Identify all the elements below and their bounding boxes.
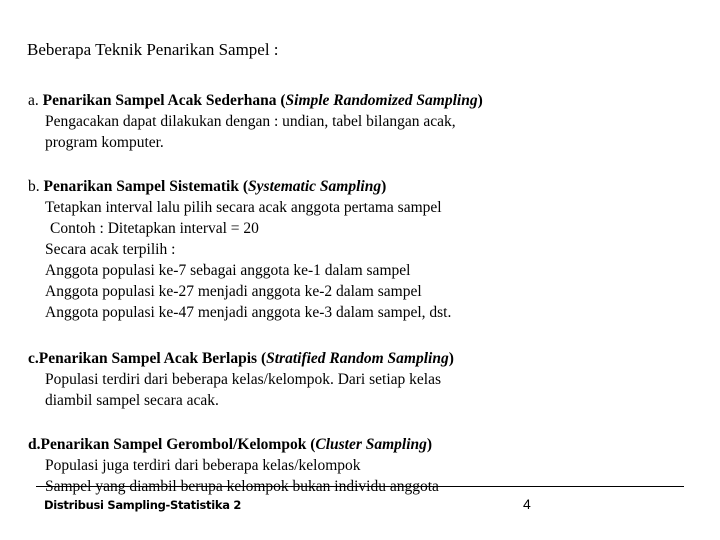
section-a-term: Simple Randomized Sampling: [285, 92, 478, 109]
section-c-line: Populasi terdiri dari beberapa kelas/kelompok. Dari setiap kelas: [45, 371, 441, 388]
section-c-prefix: c.: [28, 350, 39, 367]
section-b-paren-close: ): [381, 178, 387, 195]
section-c-heading: [28, 348, 698, 369]
section-a-line: program komputer.: [45, 134, 164, 151]
section-d: [28, 434, 698, 497]
section-b: [28, 176, 698, 323]
footer-divider: [36, 486, 684, 487]
section-c-paren-close: ): [448, 350, 454, 367]
section-a: [28, 90, 698, 153]
page-number: 4: [523, 496, 531, 512]
section-b-prefix: b.: [28, 178, 44, 195]
section-c-title: Penarikan Sampel Acak Berlapis: [38, 350, 258, 367]
section-d-line: Sampel yang diambil berupa kelompok bukan individu anggota: [45, 478, 439, 495]
section-d-heading: [28, 434, 698, 455]
section-b-heading: [28, 176, 698, 197]
section-c: [28, 348, 698, 411]
section-b-line: Anggota populasi ke-47 menjadi anggota ke-3 dalam sampel, dst.: [45, 304, 452, 321]
section-b-line: Contoh : Ditetapkan interval = 20: [50, 220, 259, 237]
section-c-term: Stratified Random Sampling: [266, 350, 449, 367]
section-c-paren-open: (: [257, 350, 267, 367]
section-b-line: Secara acak terpilih :: [45, 241, 176, 258]
section-b-line: Tetapkan interval lalu pilih secara acak anggota pertama sampel: [45, 199, 442, 216]
footer-text: Distribusi Sampling-Statistika 2: [44, 498, 242, 512]
section-a-heading: [28, 90, 698, 111]
section-d-prefix: d.: [28, 436, 41, 453]
section-c-line: diambil sampel secara acak.: [45, 392, 219, 409]
section-a-line: Pengacakan dapat dilakukan dengan : undian, tabel bilangan acak,: [45, 113, 456, 130]
section-b-title: Penarikan Sampel Sistematik: [43, 178, 239, 195]
slide-title: Beberapa Teknik Penarikan Sampel :: [27, 40, 279, 59]
section-a-title: Penarikan Sampel Acak Sederhana: [42, 92, 277, 109]
section-b-paren-open: (: [238, 178, 249, 195]
section-d-paren-close: ): [426, 436, 433, 453]
section-a-prefix: a.: [28, 92, 43, 109]
section-b-line: Anggota populasi ke-27 menjadi anggota ke-2 dalam sampel: [45, 283, 422, 300]
section-d-paren-open: (: [306, 436, 316, 453]
section-d-term: Cluster Sampling: [315, 436, 427, 453]
section-d-line: Populasi juga terdiri dari beberapa kelas/kelompok: [45, 457, 361, 474]
section-d-title: Penarikan Sampel Gerombol/Kelompok: [40, 436, 307, 453]
section-b-line: Anggota populasi ke-7 sebagai anggota ke-1 dalam sampel: [45, 262, 411, 279]
section-a-paren-open: (: [276, 92, 286, 109]
section-a-paren-close: ): [477, 92, 483, 109]
section-b-term: Systematic Sampling: [248, 178, 382, 195]
